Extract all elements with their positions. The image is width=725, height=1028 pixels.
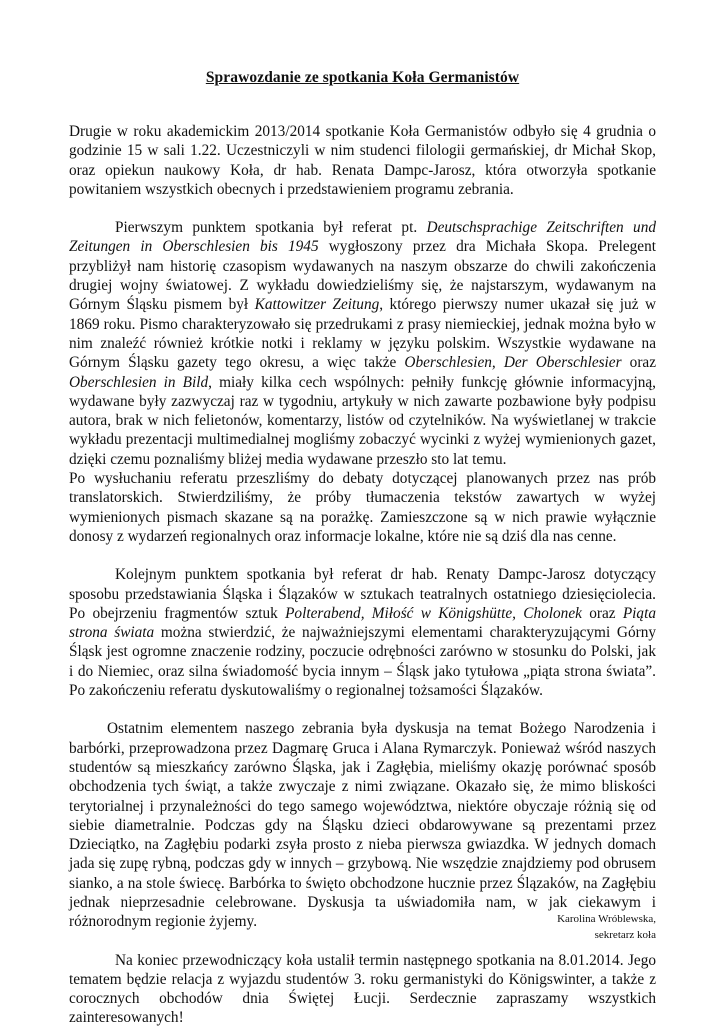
text-run: można stwierdzić, że najważniejszymi elementami charakteryzującymi Górny Śląsk jest ogromne znaczenie rodziny, poczucie odrębności zarówno w stosunku do Polski, jak i do Niemiec, oraz silna świadomość bycia innym – Śląsk jako tytułowa „piąta strona świata”. Po zakończeniu referatu dyskutowaliśmy o regionalnej tożsamości Ślązaków. xyxy=(69,624,656,700)
text-run: wygłoszony przez dra Michała Skopa. Prelegent przybliżył nam historię czasopism wydawanych na naszym obszarze do chwili zakończenia drugiej wojny światowej. Z wykładu dowiedzieliśmy się, że najstarszym, wydawanym na Górnym Śląsku pismem był xyxy=(69,238,656,314)
paragraph-discussion: Ostatnim elementem naszego zebrania była dyskusja na temat Bożego Narodzenia i barbórki, przeprowadzona przez Dagmarę Gruca i Alana Rymarczyk. Ponieważ wśród naszych studentów są mieszkańcy zarówno Śląska, jak i Zagłębia, mieliśmy okazję porównać sposób obchodzenia tych świąt, a także zwyczaje z nimi związane. Okazało się, że mimo bliskości terytorialnej i przynależności do tego samego województwa, niektóre obyczaje różnią się od siebie diametralnie. Podczas gdy na Śląsku dzieci obdarowywane są prezentami przez Dzieciątko, na Zagłębiu podarki zsyła prosto z nieba pierwsza gwiazdka. W jednych domach jada się zupę rybną, podczas gdy w innych – grzybową. Nie wszędzie znajdziemy pod obrusem sianko, a na stole świecę. Barbórka to święto obchodzone hucznie przez Ślązaków, na Zagłębiu jednak nieprzesadnie celebrowane. Dyskusja ta uświadomiła nam, w jak ciekawym i różnorodnym regionie żyjemy. xyxy=(69,720,656,931)
text-run: oraz xyxy=(581,604,623,622)
text-run: Pismo charakteryzowało się przedrukami z prasy niemieckiej, jednak można było w nim znaleźć również krótkie notki i reklamy w języku polskim. Wszystkie wydawane na Górnym Śląsku gazety tego okresu, a więc także xyxy=(69,315,656,372)
paragraph-debate: Po wysłuchaniu referatu przeszliśmy do debaty dotyczącej planowanych przez nas prób translatorskich. Stwierdziliśmy, że próby tłumaczenia tekstów zawartych w wyżej wymienionych pismach skazane są na porażkę. Zamieszczone są w nich prawie wyłącznie donosy z wydarzeń regionalnych oraz informacje lokalne, które nie są dziś dla nas cenne. xyxy=(69,470,656,545)
text-run: Kolejnym punktem spotkania był referat dr hab. Renaty Dampc-Jarosz dotyczący sposobu przedstawiania Śląska i Ślązaków w sztukach teatralnych ostatniego dziesięciolecia. Po obejrzeniu fragmentów sztuk xyxy=(69,566,656,622)
paragraph-second-lecture xyxy=(69,565,656,700)
italic-title-run: Deutschsprachige Zeitschriften und Zeitungen in Oberschlesien bis 1945 xyxy=(69,219,656,256)
signature-name: Karolina Wróblewska, xyxy=(557,913,656,925)
document-title: Sprawozdanie ze spotkania Koła Germanistów xyxy=(205,69,520,86)
signature-role: sekretarz koła xyxy=(594,929,656,941)
text-run: Pierwszym punktem spotkania był referat pt. xyxy=(115,219,427,237)
signature-block xyxy=(557,911,656,943)
paragraph-gap xyxy=(69,700,656,719)
text-run: , którego pierwszy numer ukazał się już w 1869 roku. xyxy=(69,296,656,333)
italic-title-run: Oberschlesien, Der Oberschlesier xyxy=(404,354,622,372)
paragraph-first-lecture xyxy=(69,218,656,469)
paragraph-gap xyxy=(69,199,656,218)
paragraph-gap xyxy=(69,546,656,565)
italic-title-run: Oberschlesien in Bild xyxy=(69,373,209,391)
italic-title-run: Piąta strona świata xyxy=(69,604,656,642)
text-run: , miały kilka cech wspólnych: pełniły funkcję głównie informacyjną, wydawane były zazwyczaj raz w tygodniu, artykuły w nich zawarte pozbawione były podpisu autora, brak w nich felietonów, komentarzy, listów od czytelników. Na wyświetlanej w trakcie wykładu prezentacji multimedialnej mogliśmy zobaczyć wycinki z wyżej wymienionych gazet, dzięki czemu poznaliśmy bliżej media wydawane przeszło sto lat temu. xyxy=(69,373,656,468)
paragraph-closing: Na koniec przewodniczący koła ustalił termin następnego spotkania na 8.01.2014. Jego tematem będzie relacja z wyjazdu studentów 3. roku germanistyki do Königswinter, a także z corocznych obchodów dnia Świętej Łucji. Serdecznie zapraszamy wszystkich zainteresowanych! xyxy=(69,951,656,1027)
italic-title-run: Polterabend, Miłość w Königshütte, Cholonek xyxy=(285,604,582,622)
document-body xyxy=(69,122,656,1028)
italic-title-run: Kattowitzer Zeitung xyxy=(254,296,380,314)
paragraph-intro: Drugie w roku akademickim 2013/2014 spotkanie Koła Germanistów odbyło się 4 grudnia o godzinie 15 w sali 1.22. Uczestniczyli w nim studenci filologii germańskiej, dr Michał Skop, oraz opiekun naukowy Koła, dr hab. Renata Dampc-Jarosz, która otworzyła spotkanie powitaniem wszystkich obecnych i przedstawieniem programu zebrania. xyxy=(69,123,656,198)
text-run: oraz xyxy=(621,354,656,372)
